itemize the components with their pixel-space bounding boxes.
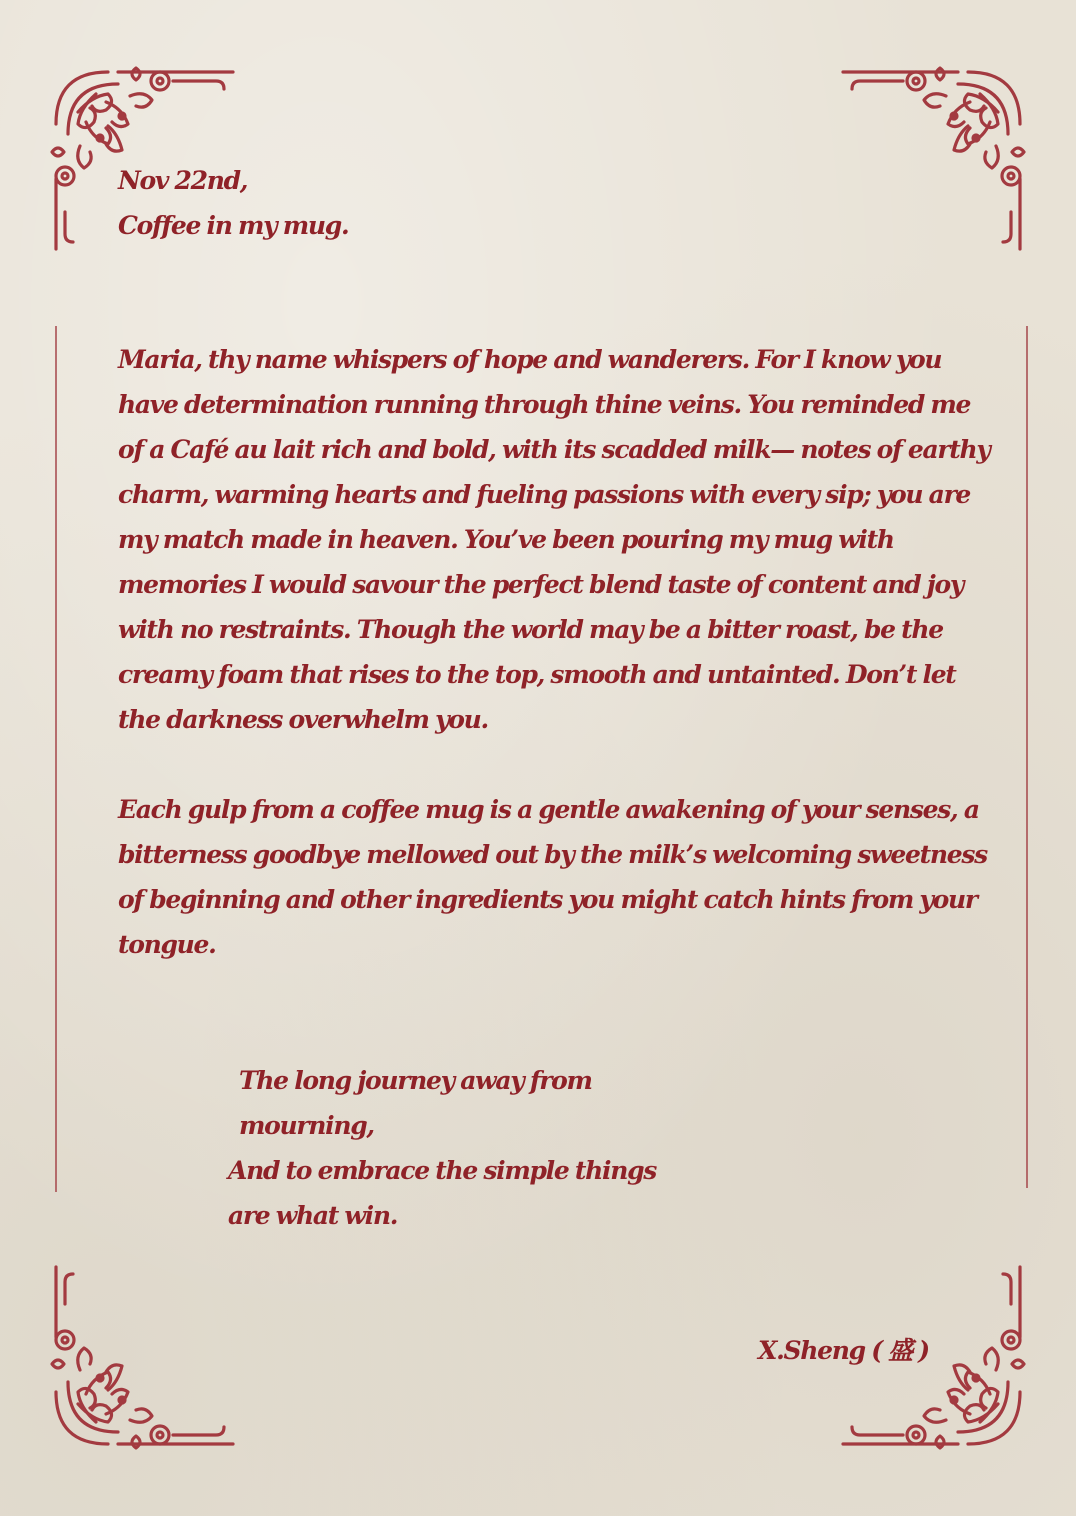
poem-line-2: mourning, — [239, 1111, 374, 1140]
letter-subtitle: Coffee in my mug. — [118, 211, 349, 240]
corner-ornament-bottom-left-icon — [48, 1262, 238, 1452]
poem-line-1: The long journey away from — [239, 1066, 592, 1095]
poem-line-3: And to embrace the simple things — [228, 1156, 657, 1185]
left-border-line — [55, 326, 57, 1192]
letter-paragraph-1: Maria, thy name whispers of hope and wanderers. For I know you have determination running through thine veins. You reminded me of a Café au lait rich and bold, with its scadded milk— notes of earthy charm, warming hearts and fueling passions with every sip; you are my match made in heaven. You’ve been pouring my mug with memories I would savour the perfect blend taste of content and joy with no restraints. Though the world may be a bitter roast, be the creamy foam that rises to the top, smooth and untainted. Don’t let the darkness overwhelm you. — [118, 345, 990, 734]
corner-ornament-top-right-icon — [838, 64, 1028, 254]
letter-date: Nov 22nd, — [118, 166, 248, 195]
poem-line-4: are what win. — [228, 1201, 398, 1230]
letter-paragraph-2: Each gulp from a coffee mug is a gentle awakening of your senses, a bitterness goodbye mellowed out by the milk’s welcoming sweetness of beginning and other ingredients you might catch hints from your tongue. — [118, 795, 987, 959]
letter-poem — [228, 1058, 656, 1238]
letter-signature: X.Sheng ( 盛 ) — [758, 1336, 929, 1365]
right-border-line — [1026, 326, 1028, 1188]
letter-header — [118, 158, 348, 248]
